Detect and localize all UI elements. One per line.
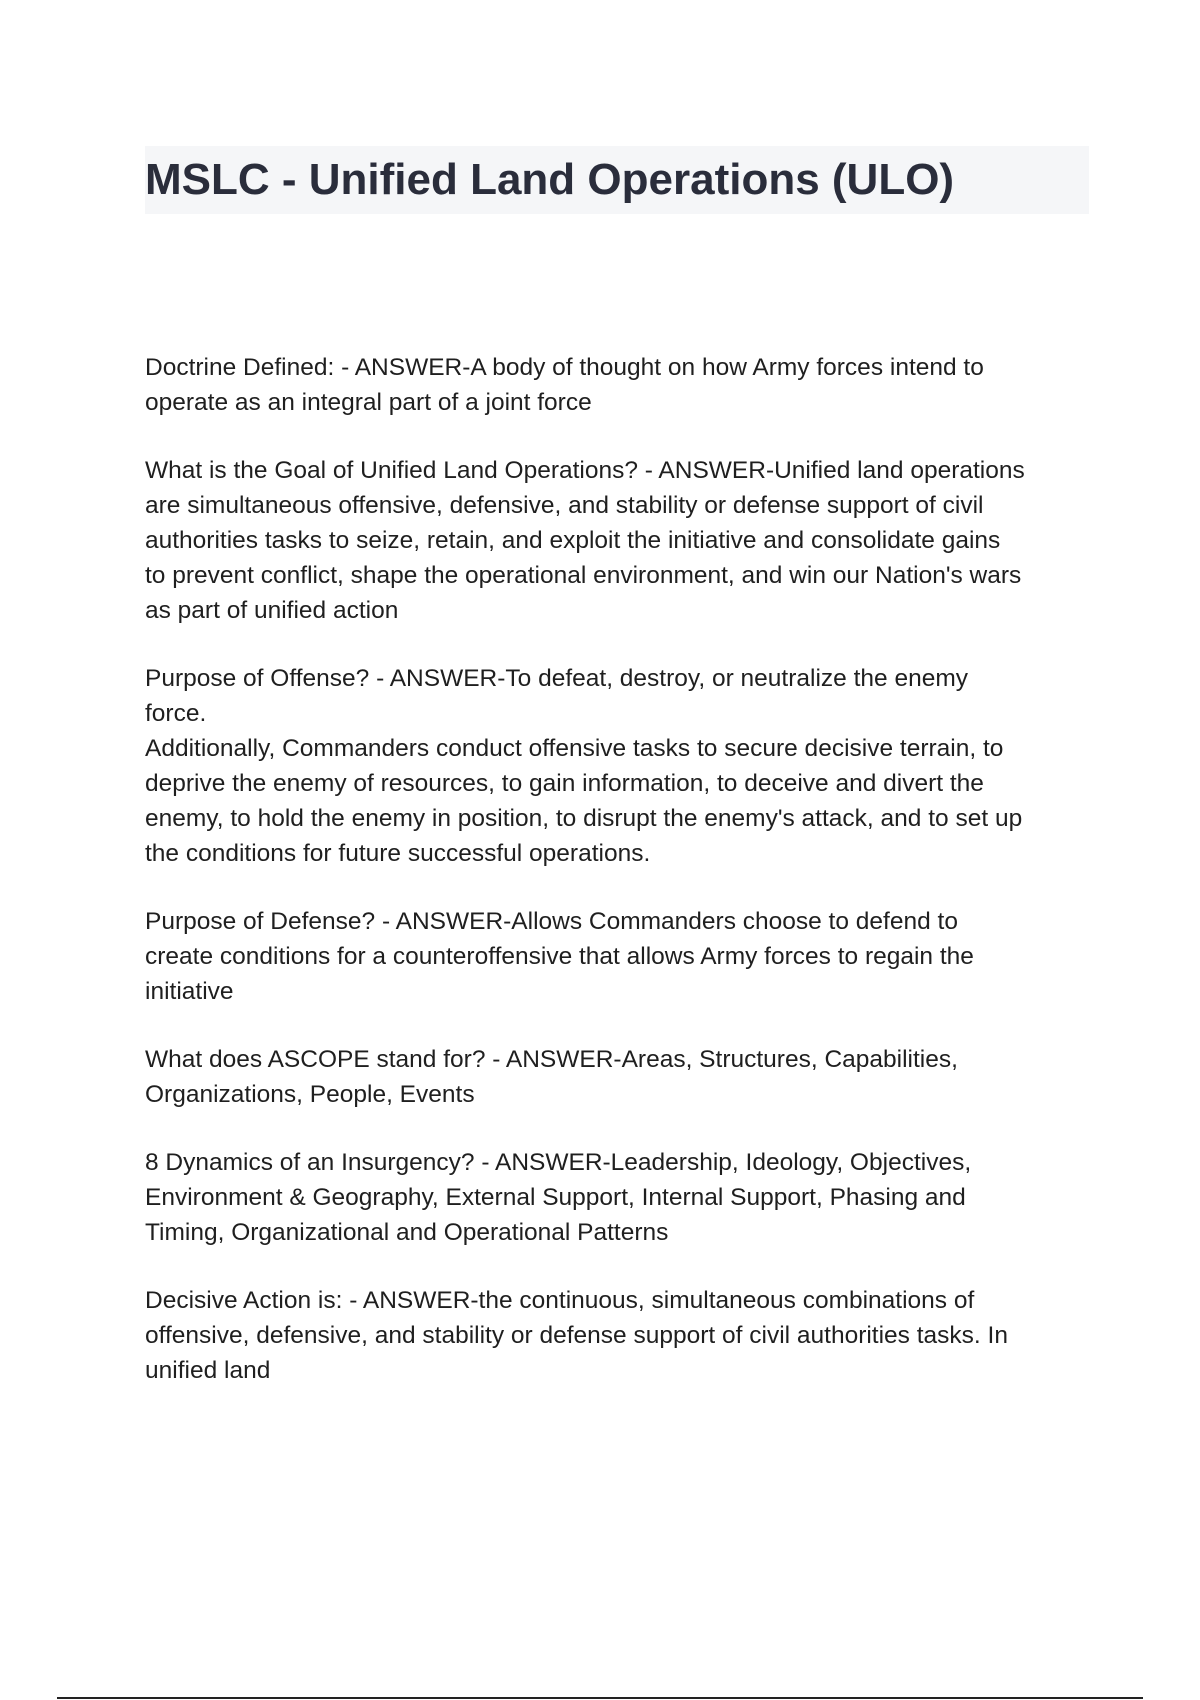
- qa-text-line: Decisive Action is: - ANSWER-the continuous, simultaneous combinations of: [145, 1287, 975, 1314]
- qa-text-line: are simultaneous offensive, defensive, and stability or defense support of civil: [145, 492, 984, 519]
- qa-text-line: operate as an integral part of a joint force: [145, 389, 592, 416]
- qa-text-line: Doctrine Defined: - ANSWER-A body of thought on how Army forces intend to: [145, 354, 984, 381]
- qa-list: [145, 350, 1095, 1421]
- qa-text-line: 8 Dynamics of an Insurgency? - ANSWER-Leadership, Ideology, Objectives,: [145, 1149, 972, 1176]
- qa-text-line: authorities tasks to seize, retain, and exploit the initiative and consolidate gains: [145, 527, 1001, 554]
- qa-text-line: Environment & Geography, External Support, Internal Support, Phasing and: [145, 1184, 966, 1211]
- qa-text-line: deprive the enemy of resources, to gain information, to deceive and divert the: [145, 770, 984, 797]
- qa-item: [145, 1145, 1095, 1250]
- footer-divider: [57, 1697, 1143, 1699]
- qa-text-line: Organizations, People, Events: [145, 1081, 475, 1108]
- qa-text-line: as part of unified action: [145, 597, 399, 624]
- qa-text-line: initiative: [145, 978, 234, 1005]
- qa-text-line: offensive, defensive, and stability or defense support of civil authorities tasks. In: [145, 1322, 1008, 1349]
- qa-text-line: unified land: [145, 1357, 271, 1384]
- qa-text-line: enemy, to hold the enemy in position, to disrupt the enemy's attack, and to set up: [145, 805, 1023, 832]
- qa-text-line: What is the Goal of Unified Land Operations? - ANSWER-Unified land operations: [145, 457, 1025, 484]
- qa-text-line: Timing, Organizational and Operational Patterns: [145, 1219, 669, 1246]
- qa-text-line: create conditions for a counteroffensive that allows Army forces to regain the: [145, 943, 974, 970]
- qa-text-line: Purpose of Offense? - ANSWER-To defeat, destroy, or neutralize the enemy: [145, 665, 968, 692]
- qa-text-line: the conditions for future successful operations.: [145, 840, 651, 867]
- document-title: MSLC - Unified Land Operations (ULO): [145, 155, 955, 204]
- qa-text-line: Purpose of Defense? - ANSWER-Allows Commanders choose to defend to: [145, 908, 958, 935]
- qa-item: [145, 453, 1095, 628]
- qa-item: [145, 904, 1095, 1009]
- qa-item: [145, 350, 1095, 420]
- qa-item: [145, 1042, 1095, 1112]
- qa-item: [145, 1283, 1095, 1388]
- qa-item: [145, 661, 1095, 871]
- qa-text-line: What does ASCOPE stand for? - ANSWER-Areas, Structures, Capabilities,: [145, 1046, 958, 1073]
- qa-text-line: Additionally, Commanders conduct offensive tasks to secure decisive terrain, to: [145, 735, 1004, 762]
- qa-text-line: force.: [145, 700, 207, 727]
- qa-text-line: to prevent conflict, shape the operational environment, and win our Nation's wars: [145, 562, 1022, 589]
